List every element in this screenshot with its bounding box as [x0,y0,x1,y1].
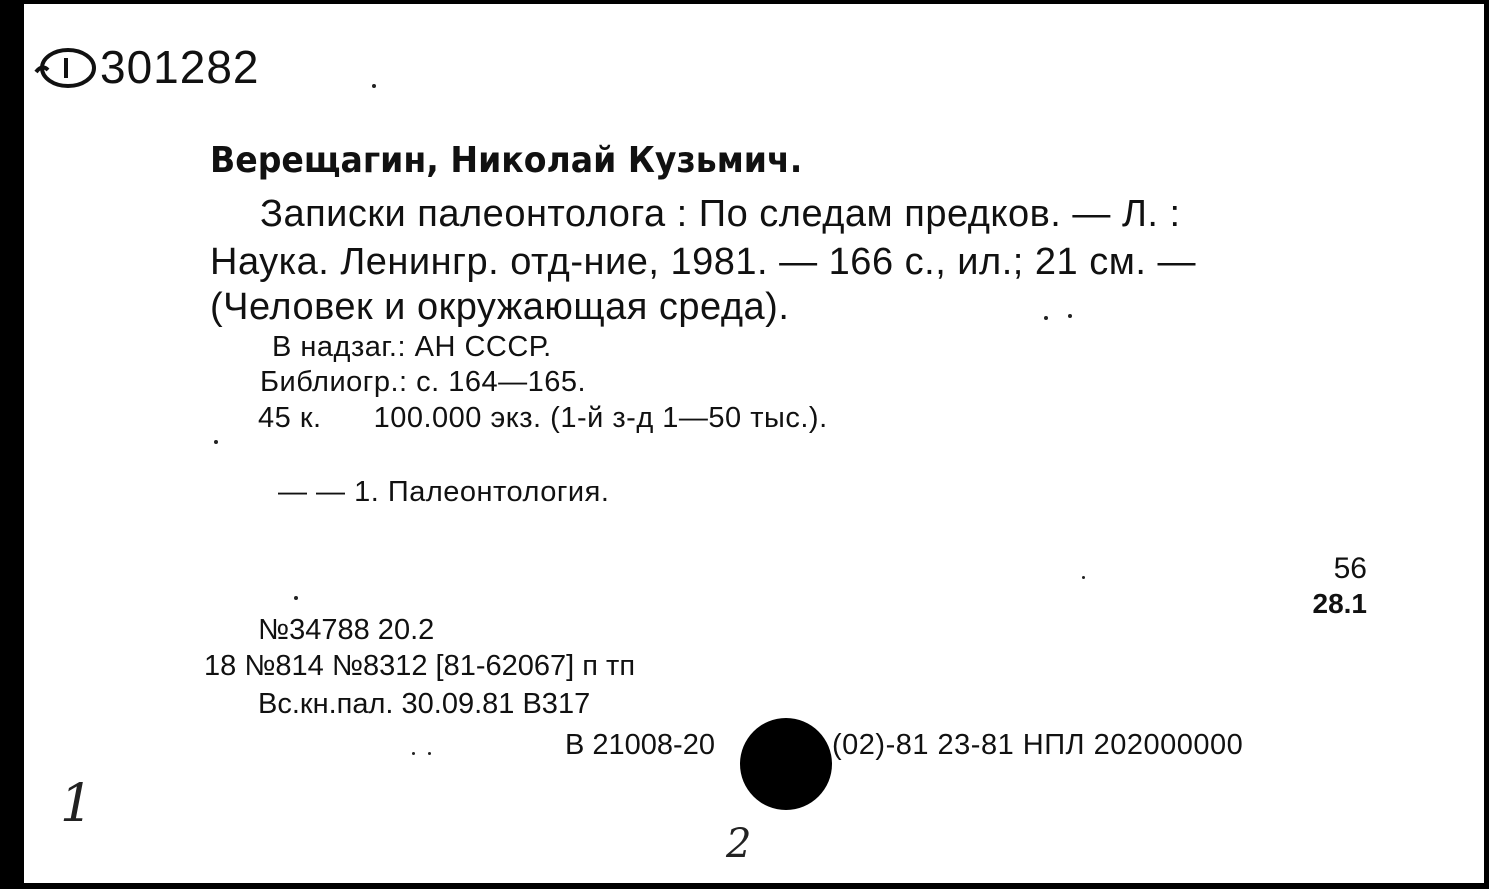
subject-heading: — — 1. Палеонтология. [278,476,610,508]
note-header-org: В надзаг.: АН СССР. [272,331,552,363]
code-left: В 21008-20 [565,729,715,761]
note-price-print-run [258,404,828,433]
card-edge-top [0,0,1489,4]
imprint-line-3: Вс.кн.пал. 30.09.81 В317 [258,688,591,720]
title-line-2: Наука. Ленингр. отд-ние, 1981. — 166 с., ил.; 21 см. — [210,241,1196,283]
classification-udc: 56 [1333,552,1367,585]
speck [1068,314,1072,318]
title-line-1: Записки палеонтолога : По следам предков. — Л. : [260,193,1181,235]
imprint-line-1: №34788 20.2 [258,614,435,646]
author-heading: Верещагин, Николай Кузьмич. [210,140,803,181]
speck [412,752,415,755]
card-edge-bottom [0,883,1489,889]
speck [1044,316,1048,320]
speck [1082,576,1085,579]
classification-bbk: 28.1 [1312,588,1367,619]
print-run-text: 100.000 экз. (1-й з-д 1—50 тыс.). [373,402,828,434]
title-line-3: (Человек и окружающая среда). [210,286,790,328]
circled-d-icon [32,46,98,90]
card-edge-right [1484,0,1489,889]
catalog-number: 301282 [100,41,260,93]
speck [214,440,218,444]
card-edge-left [0,0,24,889]
imprint-line-2: 18 №814 №8312 [81-62067] п тп [204,650,636,682]
note-bibliography: Библиогр.: с. 164—165. [260,366,587,398]
speck [428,752,431,755]
code-right: (02)-81 23-81 НПЛ 202000000 [832,729,1244,761]
handwritten-number-2: 2 [726,821,752,867]
speck [372,84,376,88]
price-text: 45 к. [258,402,322,434]
handwritten-number-1: 1 [60,774,94,834]
punch-hole [740,718,832,810]
speck [294,596,298,600]
